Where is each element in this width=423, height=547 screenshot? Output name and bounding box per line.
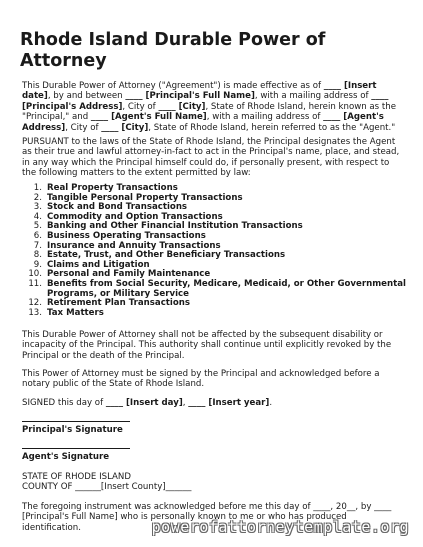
list-item-label: Tax Matters (47, 307, 104, 318)
intro-text: , with a mailing address of (206, 112, 324, 123)
list-item-number: 11. (28, 278, 42, 289)
list-item-label: Retirement Plan Transactions (47, 298, 190, 309)
signed-text: , (182, 398, 189, 408)
list-item-number: 12. (28, 298, 42, 309)
signed-text: . (269, 398, 273, 408)
list-item-label: Commodity and Option Transactions (47, 211, 223, 222)
list-item-label: Business Operating Transactions (47, 230, 206, 241)
list-item-number: 3. (33, 202, 42, 213)
list-item-label: Real Property Transactions (47, 183, 178, 193)
list-item-number: 13. (28, 307, 42, 318)
principal-signature-block (22, 420, 130, 435)
county-line: COUNTY OF ______[Insert County]______ (22, 482, 192, 493)
signed-line (22, 398, 406, 408)
signature-line (22, 447, 130, 449)
list-item-label: Insurance and Annuity Transactions (47, 240, 221, 251)
signed-day-field: ____ [Insert day] (105, 398, 183, 408)
agent-city-field: ____ [City] (101, 122, 149, 133)
notary-venue (22, 472, 191, 493)
list-item-number: 5. (33, 221, 42, 232)
state-line: STATE OF RHODE ISLAND (22, 472, 131, 482)
document-title: Rhode Island Durable Power of Attorney (20, 30, 326, 71)
list-item-number: 7. (33, 240, 42, 251)
intro-text: , State of Rhode Island, herein referred to as the "Agent." (148, 122, 396, 133)
list-item-label: Benefits from Social Security, Medicare, Medicaid, or Other Governmental Programs, or Military Service (47, 278, 406, 299)
agent-name-field: ____ [Agent's Full Name] (90, 112, 207, 123)
effective-date-field: ____ [Insert date] (22, 81, 377, 102)
list-item-number: 6. (33, 230, 42, 241)
intro-text: , City of (122, 101, 159, 112)
agent-signature-label: Agent's Signature (22, 452, 110, 462)
agent-signature-block (22, 447, 130, 462)
signed-text: SIGNED this day of (22, 398, 106, 408)
durable-clause: This Durable Power of Attorney shall not be affected by the subsequent disability or incapacity of the Principal. This authority shall continue until explicitly revoked by the Principal or the death of the Principal. (22, 330, 392, 361)
intro-text: , State of Rhode Island, herein known as the "Principal," and (22, 101, 396, 123)
list-item-label: Banking and Other Financial Institution Transactions (47, 221, 303, 232)
pursuant-paragraph: PURSUANT to the laws of the State of Rhode Island, the Principal designates the Agent as their true and lawful attorney-in-fact to act in the Principal's name, place, and stead, in any way which the Principal himself could do, if personally present, with respect to the following matters to the extent permitted by law: (22, 137, 400, 179)
principal-city-field: ____ [City] (158, 101, 206, 112)
agent-address-field: ____ [Agent's Address] (22, 112, 384, 133)
list-item-label: Personal and Family Maintenance (47, 269, 211, 280)
list-item-number: 10. (28, 269, 42, 280)
notary-clause: This Power of Attorney must be signed by the Principal and acknowledged before a notary public of the State of Rhode Island. (22, 369, 380, 390)
list-item-number: 9. (33, 259, 42, 270)
signed-year-field: ____ [Insert year] (188, 398, 270, 408)
list-item-label: Claims and Litigation (47, 259, 150, 270)
list-item-number: 1. (33, 183, 42, 193)
list-item (22, 280, 406, 299)
intro-text: , by and between (47, 91, 126, 102)
list-item-label: Estate, Trust, and Other Beneficiary Transactions (47, 250, 286, 261)
list-item-number: 2. (33, 192, 42, 203)
intro-paragraph (22, 81, 406, 133)
list-item (22, 309, 406, 319)
intro-text: , with a mailing address of (254, 91, 372, 102)
principal-address-field: ____ [Principal's Address] (22, 91, 389, 112)
principal-signature-label: Principal's Signature (22, 425, 123, 435)
principal-name-field: ____ [Principal's Full Name] (125, 91, 255, 102)
list-item-number: 8. (33, 250, 42, 261)
intro-text: , City of (65, 122, 102, 133)
list-item-number: 4. (33, 211, 42, 222)
list-item-label: Tangible Personal Property Transactions (47, 192, 243, 203)
site-watermark: powerofattorneytemplate.org (151, 518, 409, 536)
acknowledgment-paragraph: The foregoing instrument was acknowledged before me this day of ____, 20__, by ____ [Principal's Full Name] who is personally known to me or who has produced identification. (22, 502, 392, 533)
matters-list (22, 184, 406, 318)
list-item-label: Stock and Bond Transactions (47, 202, 188, 213)
signature-line (22, 420, 130, 422)
intro-text: This Durable Power of Attorney ("Agreement") is made effective as of (22, 81, 324, 91)
